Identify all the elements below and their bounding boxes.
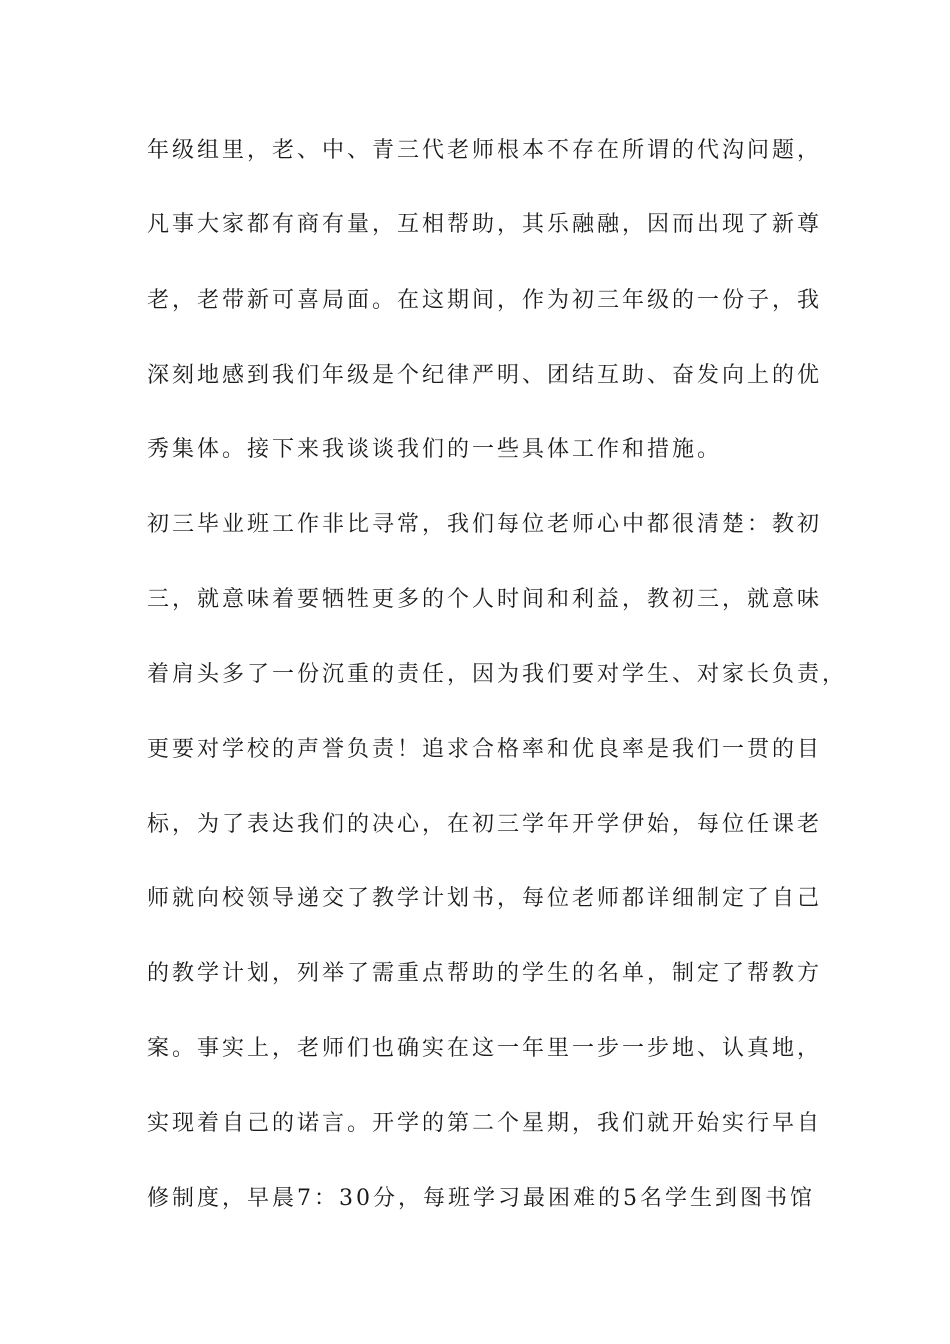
- text-line: 年级组里，老、中、青三代老师根本不存在所谓的代沟问题，: [147, 138, 823, 163]
- text-line: 师就向校领导递交了教学计划书，每位老师都详细制定了自己: [147, 886, 823, 911]
- text-line: 标，为了表达我们的决心，在初三学年开学伊始，每位任课老: [147, 812, 823, 837]
- text-line: 老，老带新可喜局面。在这期间，作为初三年级的一份子，我: [147, 288, 823, 313]
- text-line: 三，就意味着要牺牲更多的个人时间和利益，教初三，就意味: [147, 587, 823, 612]
- text-line: 凡事大家都有商有量，互相帮助，其乐融融，因而出现了新尊: [147, 212, 823, 237]
- text-line: 初三毕业班工作非比寻常，我们每位老师心中都很清楚：教初: [147, 512, 823, 537]
- text-line: 更要对学校的声誉负责！追求合格率和优良率是我们一贯的目: [147, 737, 823, 762]
- text-line: 深刻地感到我们年级是个纪律严明、团结互助、奋发向上的优: [147, 363, 823, 388]
- text-line: 实现着自己的诺言。开学的第二个星期，我们就开始实行早自: [147, 1111, 823, 1136]
- text-line: 着肩头多了一份沉重的责任，因为我们要对学生、对家长负责，: [147, 662, 848, 687]
- text-line: 案。事实上，老师们也确实在这一年里一步一步地、认真地，: [147, 1036, 823, 1061]
- text-line: 秀集体。接下来我谈谈我们的一些具体工作和措施。: [147, 437, 723, 462]
- text-line: 修制度，早晨7：30分，每班学习最困难的5名学生到图书馆: [147, 1186, 815, 1211]
- text-line: 的教学计划，列举了需重点帮助的学生的名单，制定了帮教方: [147, 961, 823, 986]
